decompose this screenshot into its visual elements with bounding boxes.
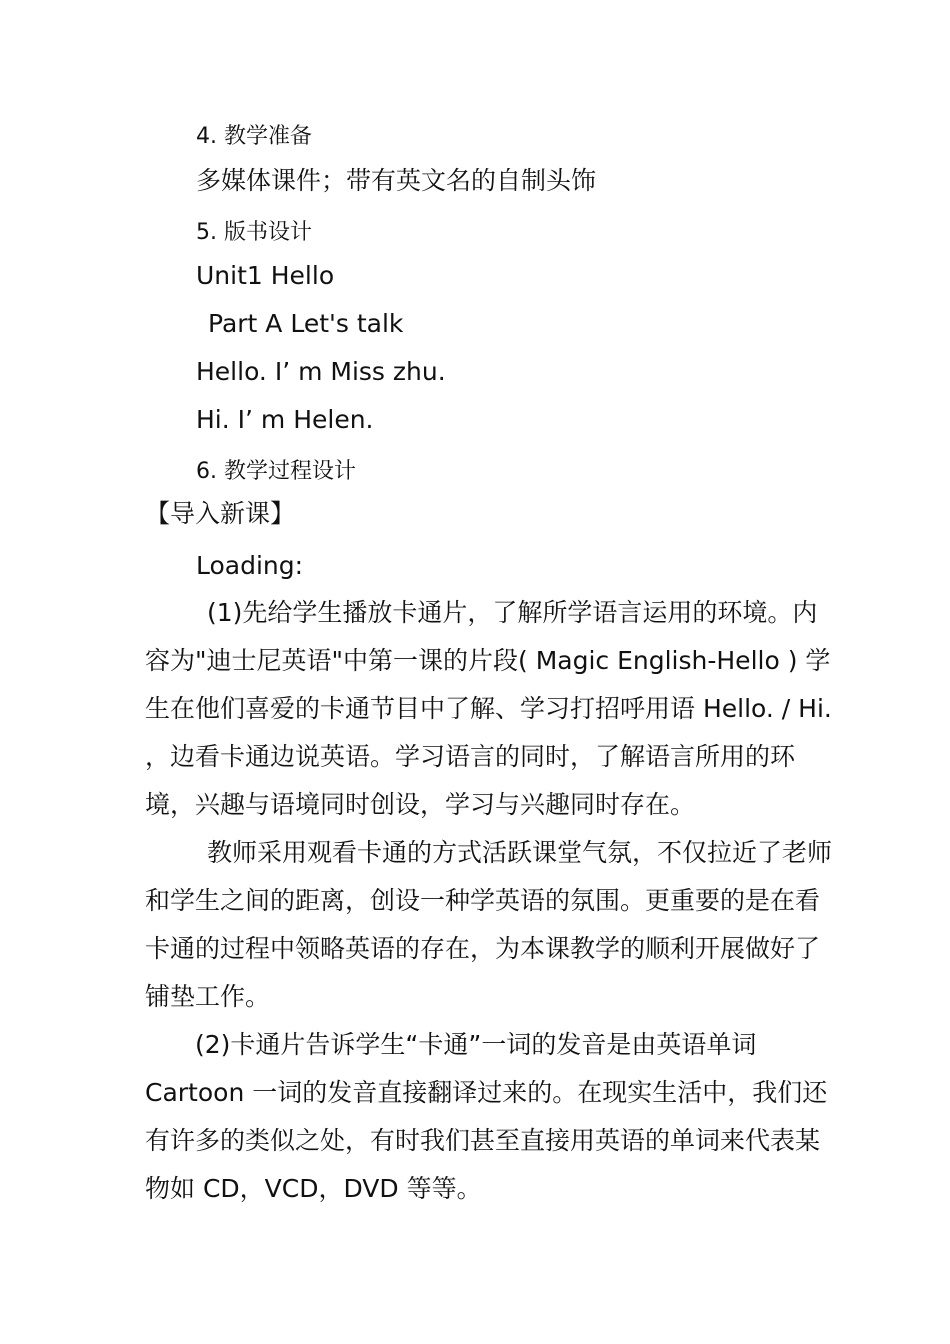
board-line-3: Hello. I’ m Miss zhu. bbox=[196, 357, 446, 386]
section-heading-process: 6. 教学过程设计 bbox=[196, 459, 356, 484]
intro-heading: 【导入新课】 bbox=[145, 499, 296, 528]
board-line-2: Part A Let's talk bbox=[208, 309, 404, 338]
board-line-1: Unit1 Hello bbox=[196, 261, 335, 290]
paragraph-1: (1)先给学生播放卡通片，了解所学语言运用的环境。内容为"迪士尼英语"中第一课的片段( Magic English-Hello ) 学生在他们喜爱的卡通节目中了解、学习打招呼用语 Hello. / Hi. ，边看卡通边说英语。学习语言的同时，了解语言所用的环境，兴趣与语境同时创设，学习与兴趣同时存在。 bbox=[145, 598, 832, 819]
prep-text: 多媒体课件；带有英文名的自制头饰 bbox=[196, 166, 597, 195]
board-line-4: Hi. I’ m Helen. bbox=[196, 405, 374, 434]
paragraph-2: 教师采用观看卡通的方式活跃课堂气氛，不仅拉近了老师和学生之间的距离，创设一种学英语的氛围。更重要的是在看卡通的过程中领略英语的存在，为本课教学的顺利开展做好了铺垫工作。 bbox=[145, 838, 833, 1011]
section-heading-prep: 4. 教学准备 bbox=[196, 124, 312, 149]
loading-label: Loading: bbox=[196, 551, 304, 580]
paragraph-3: (2)卡通片告诉学生“卡通”一词的发音是由英语单词Cartoon 一词的发音直接翻译过来的。在现实生活中，我们还有许多的类似之处，有时我们甚至直接用英语的单词来代表某物如 CD，VCD，DVD 等等。 bbox=[145, 1030, 828, 1203]
section-heading-board: 5. 版书设计 bbox=[196, 220, 312, 245]
